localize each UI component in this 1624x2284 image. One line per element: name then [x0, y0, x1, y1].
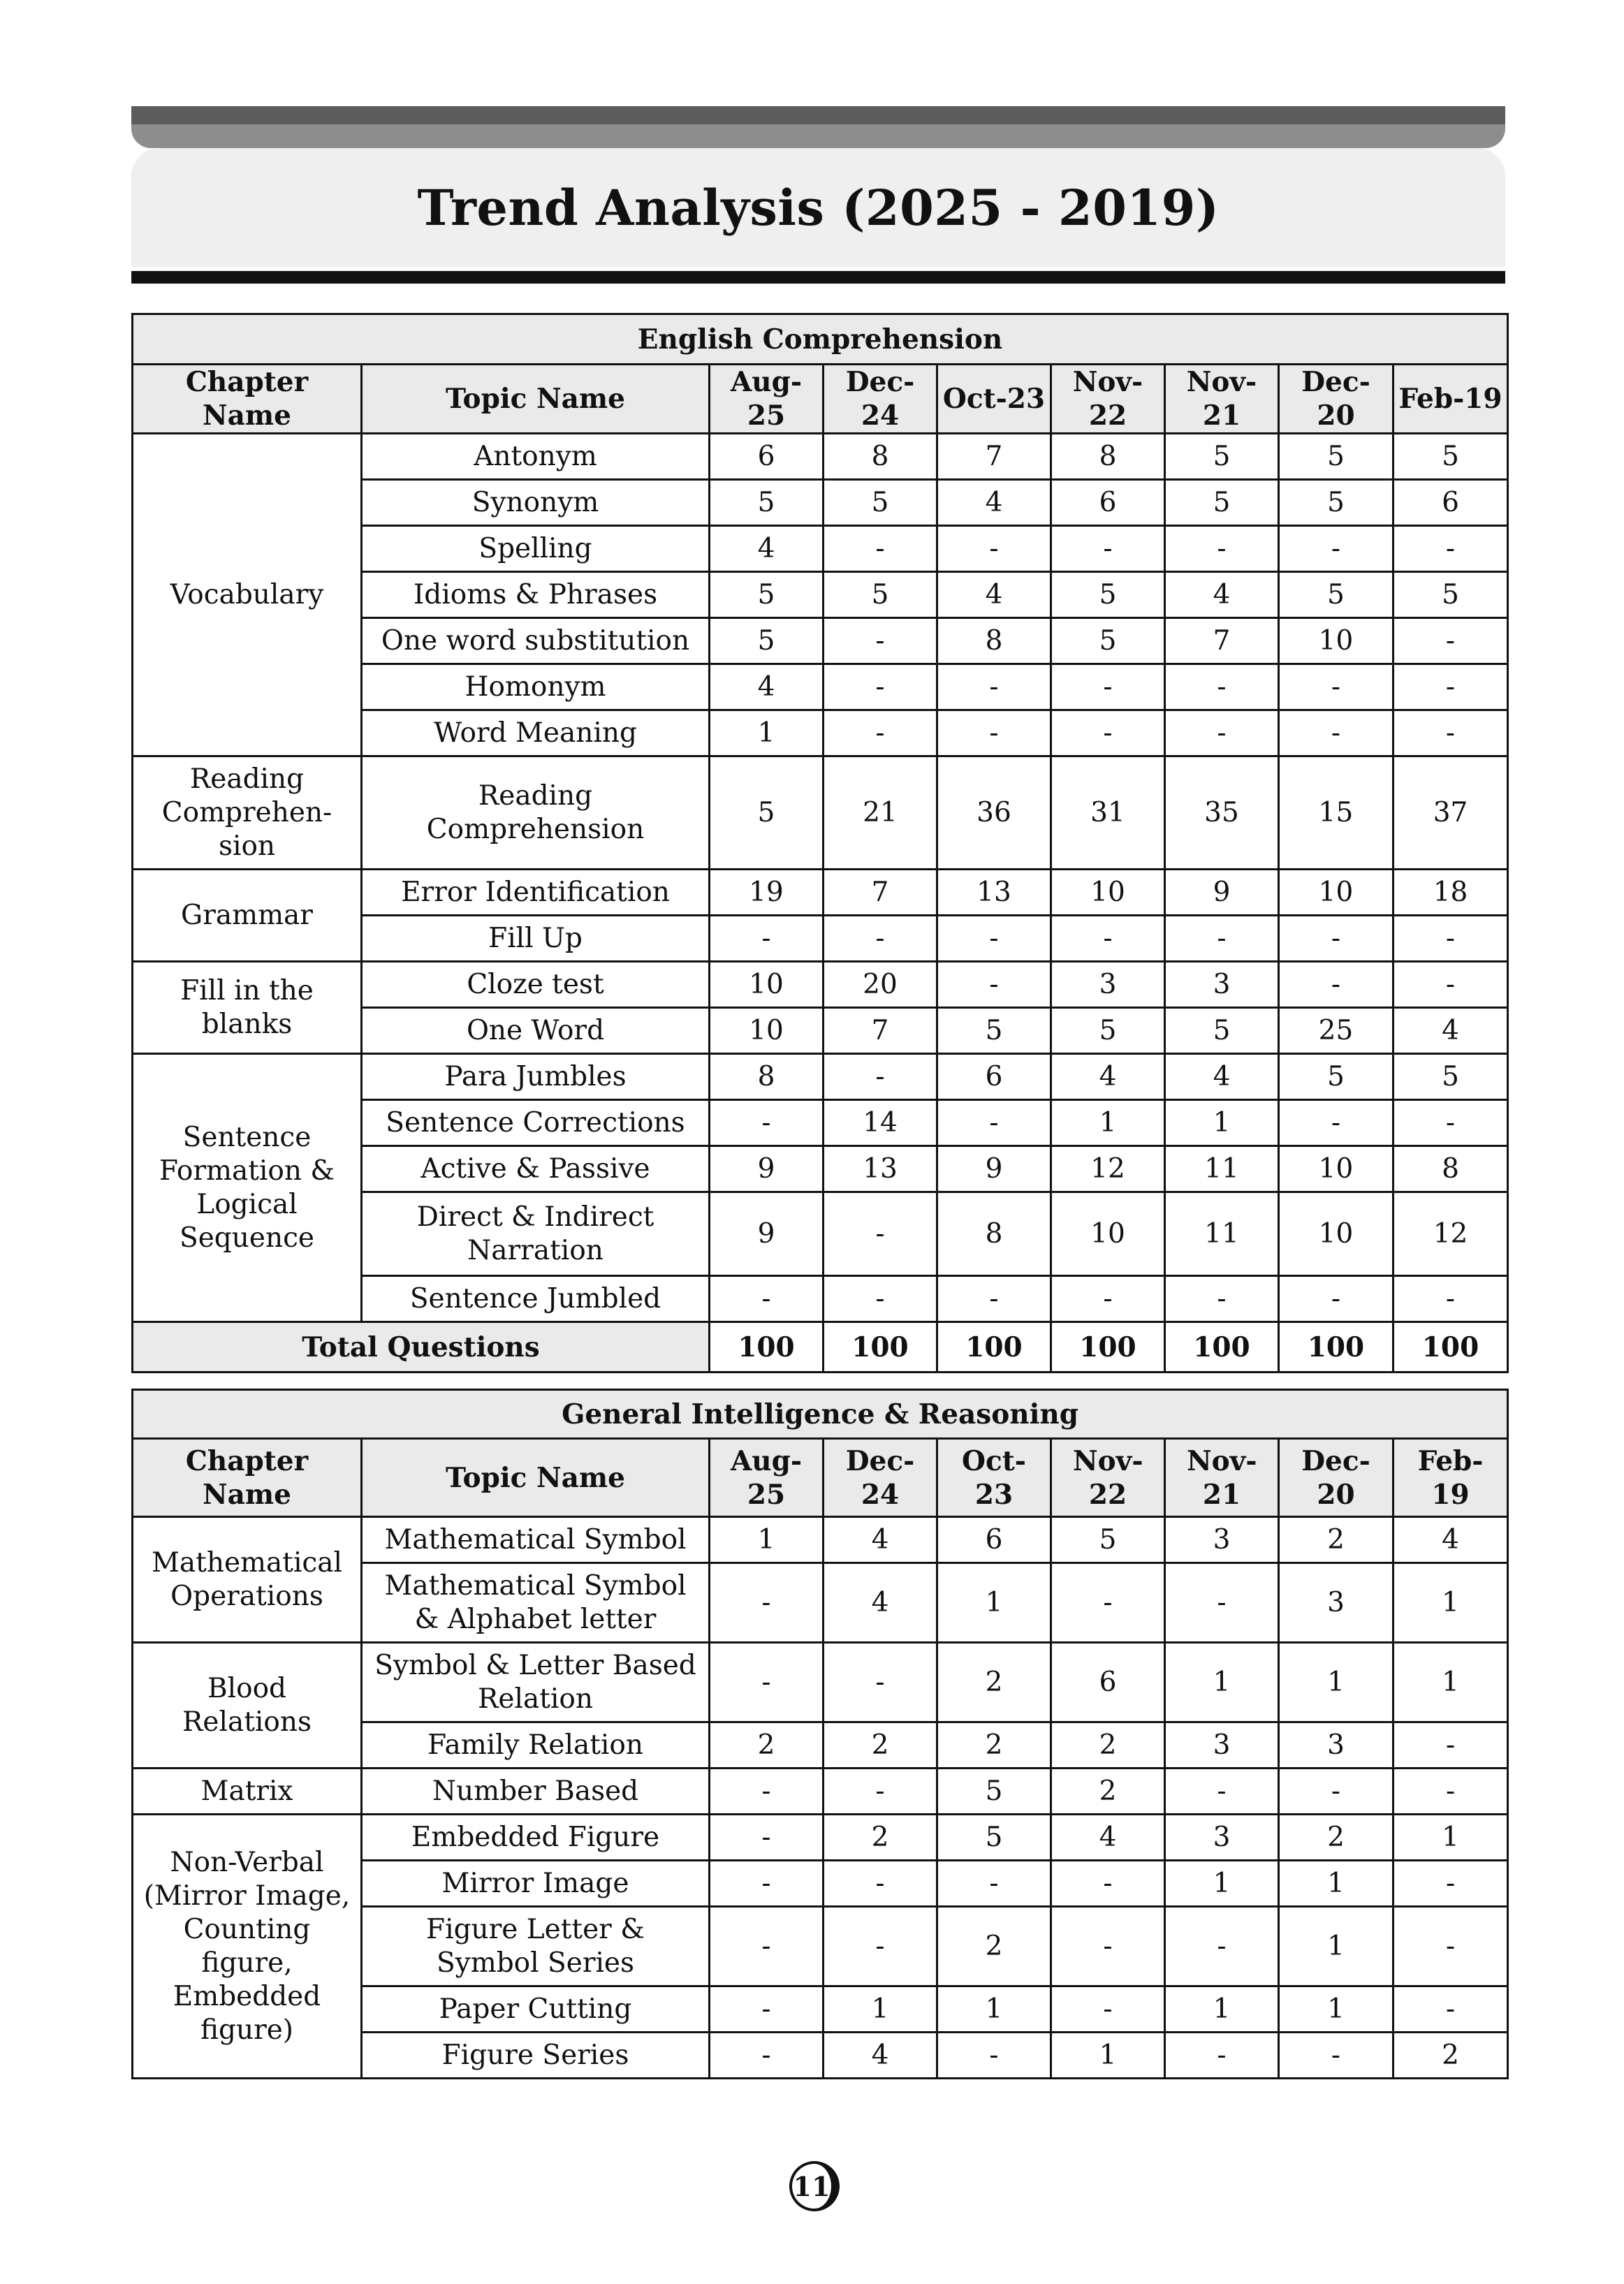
question-count: -	[937, 916, 1051, 962]
section-title: English Comprehension	[133, 314, 1508, 365]
question-count: -	[1051, 1907, 1165, 1986]
question-count: 25	[1279, 1008, 1393, 1054]
topic-name: Antonym	[362, 434, 710, 480]
table-row	[133, 962, 1508, 1008]
topic-name: Paper Cutting	[362, 1986, 710, 2033]
question-count: -	[824, 710, 937, 756]
question-count: 10	[1279, 1146, 1393, 1192]
question-count: 12	[1393, 1192, 1508, 1276]
question-count: 6	[1393, 480, 1508, 526]
table-row	[133, 434, 1508, 480]
total-row	[133, 1322, 1508, 1372]
question-count: 31	[1051, 756, 1165, 870]
question-count: 5	[824, 480, 937, 526]
question-count: 2	[824, 1722, 937, 1769]
question-count: 4	[1051, 1815, 1165, 1861]
total-count: 100	[937, 1322, 1051, 1372]
question-count: 10	[1051, 1192, 1165, 1276]
question-count: 4	[937, 572, 1051, 618]
question-count: 4	[824, 2033, 937, 2079]
question-count: -	[1393, 710, 1508, 756]
question-count: 1	[710, 710, 824, 756]
question-count: 5	[1279, 480, 1393, 526]
question-count: -	[1279, 1100, 1393, 1146]
question-count: 1	[1051, 2033, 1165, 2079]
question-count: -	[1279, 1769, 1393, 1815]
section-title: General Intelligence & Reasoning	[133, 1390, 1508, 1439]
question-count: 2	[1051, 1769, 1165, 1815]
table-row	[133, 1054, 1508, 1100]
page-number: 11	[793, 2170, 831, 2202]
question-count: -	[824, 1907, 937, 1986]
question-count: -	[1051, 526, 1165, 572]
question-count: 19	[710, 870, 824, 916]
column-header: Topic Name	[362, 1439, 710, 1517]
column-header: Aug-25	[710, 365, 824, 434]
question-count: 37	[1393, 756, 1508, 870]
topic-name: Mathematical Symbol	[362, 1517, 710, 1563]
question-count: 10	[1279, 1192, 1393, 1276]
question-count: 5	[1051, 1008, 1165, 1054]
topic-name: Figure Letter & Symbol Series	[362, 1907, 710, 1986]
english-comprehension-table	[131, 313, 1509, 1373]
question-count: -	[1051, 916, 1165, 962]
question-count: 2	[937, 1722, 1051, 1769]
question-count: -	[710, 1861, 824, 1907]
topic-name: Mirror Image	[362, 1861, 710, 1907]
question-count: 4	[824, 1517, 937, 1563]
question-count: -	[1051, 1986, 1165, 2033]
column-header: Topic Name	[362, 365, 710, 434]
page-title: Trend Analysis (2025 - 2019)	[417, 178, 1220, 237]
question-count: 5	[1051, 618, 1165, 664]
title-underline	[131, 271, 1505, 284]
chapter-name: Reading Comprehen-sion	[133, 756, 362, 870]
topic-name: Mathematical Symbol & Alphabet letter	[362, 1563, 710, 1643]
question-count: 7	[1165, 618, 1279, 664]
question-count: 2	[1279, 1815, 1393, 1861]
question-count: 4	[1165, 1054, 1279, 1100]
title-box	[131, 148, 1505, 267]
question-count: 6	[937, 1054, 1051, 1100]
table-row	[133, 1769, 1508, 1815]
question-count: 10	[710, 962, 824, 1008]
question-count: 1	[1279, 1986, 1393, 2033]
question-count: 9	[937, 1146, 1051, 1192]
question-count: -	[1165, 710, 1279, 756]
question-count: 1	[1393, 1815, 1508, 1861]
question-count: 5	[824, 572, 937, 618]
topic-name: One word substitution	[362, 618, 710, 664]
question-count: -	[824, 1192, 937, 1276]
question-count: 1	[1393, 1643, 1508, 1722]
column-header: Nov-22	[1051, 365, 1165, 434]
question-count: 2	[1051, 1722, 1165, 1769]
question-count: -	[1051, 710, 1165, 756]
question-count: -	[1165, 1563, 1279, 1643]
question-count: -	[710, 1276, 824, 1322]
question-count: 9	[710, 1192, 824, 1276]
question-count: 7	[937, 434, 1051, 480]
question-count: -	[710, 1769, 824, 1815]
question-count: 7	[824, 1008, 937, 1054]
column-header: Oct-23	[937, 1439, 1051, 1517]
question-count: 2	[1279, 1517, 1393, 1563]
question-count: 5	[1279, 572, 1393, 618]
column-header: Nov-21	[1165, 1439, 1279, 1517]
question-count: 8	[1051, 434, 1165, 480]
question-count: 4	[824, 1563, 937, 1643]
question-count: -	[710, 1100, 824, 1146]
topic-name: Synonym	[362, 480, 710, 526]
total-label: Total Questions	[133, 1322, 710, 1372]
header-band-dark	[131, 106, 1505, 126]
question-count: -	[1051, 1563, 1165, 1643]
question-count: -	[710, 1643, 824, 1722]
question-count: -	[1393, 962, 1508, 1008]
question-count: -	[937, 1276, 1051, 1322]
question-count: 1	[710, 1517, 824, 1563]
chapter-name: Sentence Formation & Logical Sequence	[133, 1054, 362, 1322]
topic-name: Reading Comprehension	[362, 756, 710, 870]
question-count: -	[1165, 526, 1279, 572]
question-count: 5	[1393, 1054, 1508, 1100]
table-row	[133, 1517, 1508, 1563]
question-count: -	[1165, 1907, 1279, 1986]
question-count: 3	[1279, 1722, 1393, 1769]
question-count: 7	[824, 870, 937, 916]
total-count: 100	[1279, 1322, 1393, 1372]
column-header: Chapter Name	[133, 365, 362, 434]
topic-name: Sentence Jumbled	[362, 1276, 710, 1322]
question-count: -	[1279, 664, 1393, 710]
topic-name: Number Based	[362, 1769, 710, 1815]
question-count: 4	[937, 480, 1051, 526]
question-count: 11	[1165, 1192, 1279, 1276]
question-count: -	[1393, 1986, 1508, 2033]
column-header: Chapter Name	[133, 1439, 362, 1517]
question-count: -	[824, 1769, 937, 1815]
chapter-name: Non-Verbal (Mirror Image, Counting figure, Embedded figure)	[133, 1815, 362, 2079]
column-header: Aug-25	[710, 1439, 824, 1517]
question-count: 13	[937, 870, 1051, 916]
question-count: 5	[1165, 434, 1279, 480]
topic-name: Direct & Indirect Narration	[362, 1192, 710, 1276]
topic-name: Fill Up	[362, 916, 710, 962]
question-count: -	[1165, 664, 1279, 710]
question-count: 10	[710, 1008, 824, 1054]
chapter-name: Blood Relations	[133, 1643, 362, 1769]
question-count: -	[1393, 664, 1508, 710]
question-count: -	[1393, 916, 1508, 962]
question-count: 1	[824, 1986, 937, 2033]
question-count: 1	[1393, 1563, 1508, 1643]
topic-name: Word Meaning	[362, 710, 710, 756]
question-count: 1	[1051, 1100, 1165, 1146]
question-count: 8	[1393, 1146, 1508, 1192]
question-count: -	[1051, 664, 1165, 710]
question-count: 8	[937, 1192, 1051, 1276]
topic-name: Family Relation	[362, 1722, 710, 1769]
question-count: 1	[1165, 1100, 1279, 1146]
question-count: -	[1279, 526, 1393, 572]
question-count: 5	[1165, 1008, 1279, 1054]
question-count: -	[1279, 2033, 1393, 2079]
question-count: 11	[1165, 1146, 1279, 1192]
question-count: 3	[1165, 1722, 1279, 1769]
question-count: 5	[1051, 1517, 1165, 1563]
column-header: Feb-19	[1393, 1439, 1508, 1517]
question-count: -	[1165, 1769, 1279, 1815]
question-count: 10	[1051, 870, 1165, 916]
question-count: -	[937, 664, 1051, 710]
chapter-name: Mathematical Operations	[133, 1517, 362, 1643]
question-count: -	[1279, 1276, 1393, 1322]
column-header-row	[133, 365, 1508, 434]
question-count: -	[1393, 1861, 1508, 1907]
total-count: 100	[710, 1322, 824, 1372]
question-count: 18	[1393, 870, 1508, 916]
question-count: 4	[1165, 572, 1279, 618]
question-count: 2	[937, 1643, 1051, 1722]
general-intelligence-reasoning-table	[131, 1389, 1509, 2079]
question-count: -	[1393, 526, 1508, 572]
column-header: Dec-24	[824, 1439, 937, 1517]
question-count: 5	[937, 1815, 1051, 1861]
question-count: -	[1279, 916, 1393, 962]
topic-name: Spelling	[362, 526, 710, 572]
question-count: 5	[937, 1008, 1051, 1054]
question-count: 5	[1051, 572, 1165, 618]
question-count: 3	[1165, 962, 1279, 1008]
question-count: 20	[824, 962, 937, 1008]
question-count: -	[937, 1861, 1051, 1907]
question-count: 2	[937, 1907, 1051, 1986]
topic-name: Symbol & Letter Based Relation	[362, 1643, 710, 1722]
question-count: 5	[710, 756, 824, 870]
question-count: 8	[824, 434, 937, 480]
column-header: Dec-20	[1279, 1439, 1393, 1517]
column-header: Dec-24	[824, 365, 937, 434]
total-count: 100	[1393, 1322, 1508, 1372]
question-count: 9	[1165, 870, 1279, 916]
question-count: -	[1393, 1769, 1508, 1815]
question-count: -	[1051, 1276, 1165, 1322]
table-row	[133, 1643, 1508, 1722]
header-band-grey	[131, 124, 1505, 148]
total-count: 100	[824, 1322, 937, 1372]
question-count: 10	[1279, 618, 1393, 664]
page-number-badge	[789, 2161, 840, 2211]
question-count: -	[824, 664, 937, 710]
section-header-row	[133, 314, 1508, 365]
column-header: Feb-19	[1393, 365, 1508, 434]
question-count: 3	[1165, 1517, 1279, 1563]
question-count: -	[1279, 710, 1393, 756]
question-count: 5	[1279, 1054, 1393, 1100]
topic-name: Sentence Corrections	[362, 1100, 710, 1146]
question-count: 5	[1393, 572, 1508, 618]
question-count: 2	[1393, 2033, 1508, 2079]
question-count: -	[710, 2033, 824, 2079]
chapter-name: Fill in the blanks	[133, 962, 362, 1054]
question-count: 6	[1051, 1643, 1165, 1722]
question-count: -	[824, 1643, 937, 1722]
question-count: 4	[1051, 1054, 1165, 1100]
question-count: 4	[710, 664, 824, 710]
question-count: 5	[710, 480, 824, 526]
question-count: 1	[1165, 1986, 1279, 2033]
question-count: -	[710, 1563, 824, 1643]
question-count: -	[1393, 1100, 1508, 1146]
column-header: Nov-21	[1165, 365, 1279, 434]
topic-name: Cloze test	[362, 962, 710, 1008]
question-count: -	[937, 526, 1051, 572]
question-count: -	[937, 1100, 1051, 1146]
question-count: -	[1393, 1276, 1508, 1322]
question-count: 21	[824, 756, 937, 870]
question-count: -	[710, 916, 824, 962]
question-count: 8	[710, 1054, 824, 1100]
question-count: 5	[1279, 434, 1393, 480]
question-count: 5	[1393, 434, 1508, 480]
topic-name: One Word	[362, 1008, 710, 1054]
question-count: -	[1393, 618, 1508, 664]
question-count: -	[1165, 2033, 1279, 2079]
question-count: -	[937, 710, 1051, 756]
question-count: 4	[710, 526, 824, 572]
question-count: 10	[1279, 870, 1393, 916]
topic-name: Homonym	[362, 664, 710, 710]
column-header: Nov-22	[1051, 1439, 1165, 1517]
question-count: 35	[1165, 756, 1279, 870]
question-count: 1	[1165, 1861, 1279, 1907]
question-count: 6	[937, 1517, 1051, 1563]
question-count: -	[824, 1276, 937, 1322]
question-count: 3	[1051, 962, 1165, 1008]
question-count: 6	[1051, 480, 1165, 526]
question-count: 1	[1279, 1907, 1393, 1986]
section-header-row	[133, 1390, 1508, 1439]
topic-name: Embedded Figure	[362, 1815, 710, 1861]
question-count: -	[710, 1986, 824, 2033]
question-count: -	[824, 526, 937, 572]
question-count: -	[1393, 1722, 1508, 1769]
table-row	[133, 870, 1508, 916]
question-count: -	[710, 1907, 824, 1986]
question-count: 1	[1279, 1861, 1393, 1907]
question-count: -	[824, 1054, 937, 1100]
question-count: -	[1165, 916, 1279, 962]
question-count: -	[937, 962, 1051, 1008]
question-count: -	[824, 1861, 937, 1907]
question-count: -	[824, 916, 937, 962]
question-count: 8	[937, 618, 1051, 664]
topic-name: Idioms & Phrases	[362, 572, 710, 618]
question-count: 5	[937, 1769, 1051, 1815]
chapter-name: Grammar	[133, 870, 362, 962]
question-count: 1	[1165, 1643, 1279, 1722]
question-count: 9	[710, 1146, 824, 1192]
table-row	[133, 1815, 1508, 1861]
question-count: 36	[937, 756, 1051, 870]
question-count: -	[1165, 1276, 1279, 1322]
column-header-row	[133, 1439, 1508, 1517]
question-count: 13	[824, 1146, 937, 1192]
question-count: 2	[824, 1815, 937, 1861]
topic-name: Figure Series	[362, 2033, 710, 2079]
column-header: Oct-23	[937, 365, 1051, 434]
topic-name: Active & Passive	[362, 1146, 710, 1192]
topic-name: Para Jumbles	[362, 1054, 710, 1100]
question-count: 5	[710, 618, 824, 664]
topic-name: Error Identification	[362, 870, 710, 916]
table-row	[133, 756, 1508, 870]
question-count: 5	[1165, 480, 1279, 526]
question-count: 1	[937, 1986, 1051, 2033]
total-count: 100	[1165, 1322, 1279, 1372]
question-count: 2	[710, 1722, 824, 1769]
chapter-name: Matrix	[133, 1769, 362, 1815]
question-count: 4	[1393, 1008, 1508, 1054]
question-count: -	[1279, 962, 1393, 1008]
question-count: 4	[1393, 1517, 1508, 1563]
total-count: 100	[1051, 1322, 1165, 1372]
question-count: -	[824, 618, 937, 664]
question-count: 5	[710, 572, 824, 618]
question-count: 1	[1279, 1643, 1393, 1722]
question-count: 3	[1165, 1815, 1279, 1861]
question-count: 12	[1051, 1146, 1165, 1192]
chapter-name: Vocabulary	[133, 434, 362, 756]
question-count: 1	[937, 1563, 1051, 1643]
question-count: 14	[824, 1100, 937, 1146]
question-count: 15	[1279, 756, 1393, 870]
question-count: 6	[710, 434, 824, 480]
column-header: Dec-20	[1279, 365, 1393, 434]
question-count: -	[937, 2033, 1051, 2079]
question-count: -	[1393, 1907, 1508, 1986]
question-count: -	[1051, 1861, 1165, 1907]
question-count: -	[710, 1815, 824, 1861]
question-count: 3	[1279, 1563, 1393, 1643]
